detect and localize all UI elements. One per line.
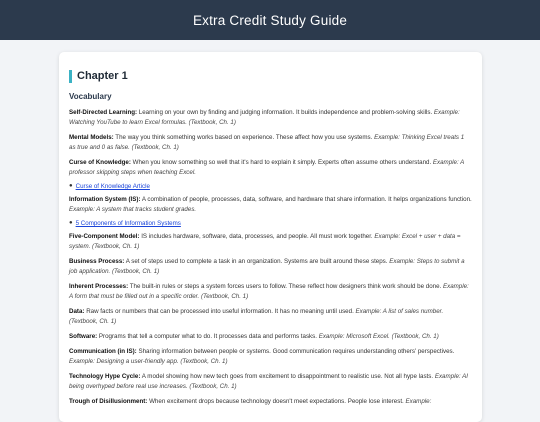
vocab-example: Example: Excel + user + data = system. (Textbook, Ch. 1) — [69, 233, 461, 250]
vocab-definition: The built-in rules or steps a system forces users to follow. These reflect how designers think work should be done. — [128, 283, 443, 290]
vocab-entry — [69, 347, 472, 367]
vocab-entry — [69, 108, 472, 128]
vocab-definition: Raw facts or numbers that can be processed into useful information. It has no meaning until used. — [84, 308, 356, 315]
vocab-term: Technology Hype Cycle: — [69, 373, 141, 380]
vocab-definition: A model showing how new tech goes from excitement to disappointment to realistic use. Not all hype lasts. — [140, 373, 435, 380]
vocab-definition: Programs that tell a computer what to do. It processes data and performs tasks. — [97, 333, 319, 340]
section-title: Vocabulary — [69, 92, 112, 101]
link-item — [69, 182, 472, 191]
vocab-entry — [69, 307, 472, 327]
vocab-example: Example: Designing a user-friendly app. (Textbook, Ch. 1) — [69, 358, 228, 365]
vocab-definition: A combination of people, processes, data, software, and hardware that share information. It helps organizations function. — [140, 196, 472, 203]
vocab-term: Business Process: — [69, 258, 125, 265]
chapter-heading — [69, 69, 472, 83]
bullet-icon: ● — [69, 183, 73, 189]
vocab-entry — [69, 397, 472, 407]
vocab-entry — [69, 332, 472, 342]
vocab-example: Example: A list of sales number. (Textbook, Ch. 1) — [69, 308, 444, 325]
vocab-term: Curse of Knowledge: — [69, 159, 131, 166]
vocab-definition: The way you think something works based on experience. These affect how you use systems. — [113, 134, 375, 141]
vocab-term: Five-Component Model: — [69, 233, 140, 240]
vocab-definition: Sharing information between people or systems. Good communication requires understanding others' perspectives. — [136, 348, 455, 355]
study-guide-card — [59, 52, 482, 422]
vocab-example: Example: A system that tracks student grades. — [69, 206, 197, 213]
vocab-example: Example: Microsoft Excel. (Textbook, Ch. 1) — [318, 333, 439, 340]
vocab-example: Example: A form that must be filled out in a specific order. (Textbook, Ch. 1) — [69, 283, 469, 300]
vocab-entry — [69, 158, 472, 178]
vocab-example: Example: Thinking Excel treats 1 as true and 0 as false. (Textbook, Ch. 1) — [69, 134, 465, 151]
vocab-example: Example: Steps to submit a job application. (Textbook, Ch. 1) — [69, 258, 465, 275]
bullet-icon: ● — [69, 220, 73, 226]
vocab-entry — [69, 195, 472, 215]
vocab-entry — [69, 133, 472, 153]
vocab-entry — [69, 372, 472, 392]
curse-of-knowledge-link[interactable]: Curse of Knowledge Article — [75, 183, 150, 190]
vocab-term: Communication (in IS): — [69, 348, 137, 355]
vocab-entry — [69, 257, 472, 277]
vocab-definition: Learning on your own by finding and judging information. It builds independence and problem-solving skills. — [137, 109, 434, 116]
vocab-entry — [69, 232, 472, 252]
vocab-definition: A set of steps used to complete a task in an organization. Systems are built around these steps. — [124, 258, 390, 265]
chapter-accent-bar — [69, 70, 72, 83]
vocab-term: Inherent Processes: — [69, 283, 129, 290]
vocab-term: Information System (IS): — [69, 196, 141, 203]
vocab-term: Self-Directed Learning: — [69, 109, 138, 116]
vocab-entry — [69, 282, 472, 302]
vocab-term: Mental Models: — [69, 134, 114, 141]
vocab-term: Data: — [69, 308, 85, 315]
vocab-term: Trough of Disillusionment: — [69, 398, 148, 405]
vocab-example: Example: A professor skipping steps when teaching Excel. — [69, 159, 465, 176]
vocab-example: Example: — [405, 398, 432, 405]
vocab-definition: When excitement drops because technology doesn't meet expectations. People lose interest. — [147, 398, 406, 405]
vocab-definition: IS includes hardware, software, data, processes, and people. All must work together. — [139, 233, 375, 240]
five-components-link[interactable]: 5 Components of Information Systems — [75, 220, 181, 227]
vocab-example: Example: AI being overhyped before real use increases. (Textbook, Ch. 1) — [69, 373, 468, 390]
vocab-definition: When you know something so well that it's hard to explain it simply. Experts often assume others understand. — [130, 159, 433, 166]
vocab-example: Example: Watching YouTube to learn Excel formulas. (Textbook, Ch. 1) — [69, 109, 460, 126]
link-item — [69, 219, 472, 228]
header-bar — [0, 0, 540, 40]
vocab-term: Software: — [69, 333, 98, 340]
page-title: Extra Credit Study Guide — [192, 12, 348, 28]
chapter-title: Chapter 1 — [77, 70, 128, 82]
card-content — [59, 52, 482, 407]
